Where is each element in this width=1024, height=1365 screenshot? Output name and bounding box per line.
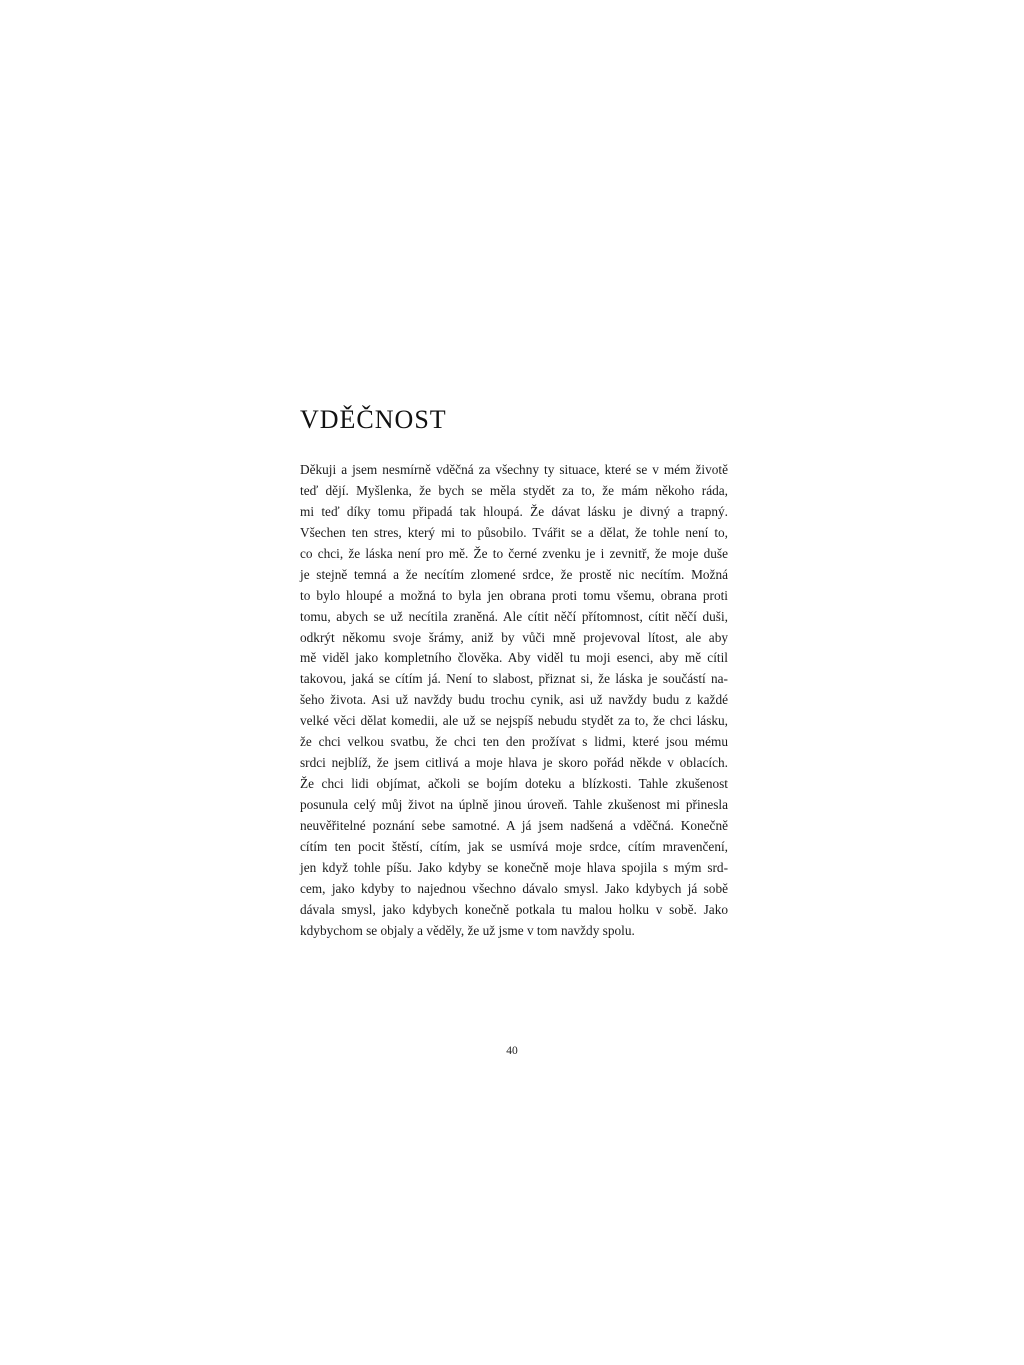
text-line: šeho života. Asi už navždy budu trochu cynik, asi už navždy budu z každé: [300, 692, 728, 708]
text-line: to bylo hloupé a možná to byla jen obrana proti tomu všemu, obrana proti: [300, 587, 728, 603]
text-line: srdci nejblíž, že jsem citlivá a moje hlava je skoro pořád někde v oblacích.: [300, 755, 728, 771]
page-title: VDĚČNOST: [300, 405, 447, 434]
text-line: co chci, že láska není pro mě. Že to černé zvenku je i zevnitř, že moje duše: [300, 545, 728, 561]
text-line: je stejně temná a že necítím zlomené srdce, že prostě nic necítím. Možná: [300, 566, 728, 582]
text-line: mi teď díky tomu připadá tak hloupá. Že dávat lásku je divný a trapný.: [300, 503, 728, 519]
text-line: odkrýt někomu svoje šrámy, aniž by vůči mně projevoval lítost, ale aby: [300, 629, 728, 645]
page-number: 40: [506, 1045, 518, 1057]
text-line: Děkuji a jsem nesmírně vděčná za všechny ty situace, které se v mém životě: [300, 462, 728, 477]
text-line: posunula celý můj život na úplně jinou úroveň. Tahle zkušenost mi přinesla: [300, 797, 728, 812]
text-line: dávala smysl, jako kdybych konečně potkala tu malou holku v sobě. Jako: [300, 901, 728, 917]
text-line: neuvěřitelné poznání sebe samotné. A já jsem nadšená a vděčná. Konečně: [300, 817, 728, 833]
text-line: Všechen ten stres, který mi to působilo. Tvářit se a dělat, že tohle není to,: [300, 524, 728, 540]
text-line: tomu, abych se už necítila zraněná. Ale cítit něčí přítomnost, cítit něčí duši,: [300, 608, 728, 624]
text-line: teď dějí. Myšlenka, že bych se měla stydět za to, že mám někoho ráda,: [300, 482, 728, 498]
text-line: cítím ten pocit štěstí, cítím, jak se usmívá moje srdce, cítím mravenčení,: [300, 838, 728, 854]
text-line: mě viděl jako kompletního člověka. Aby viděl tu moji esenci, aby mě cítil: [300, 650, 728, 666]
text-line: jen když tohle píšu. Jako kdyby se konečně moje hlava spojila s mým srd-: [300, 859, 728, 875]
text-line: cem, jako kdyby to najednou všechno dávalo smysl. Jako kdybych já sobě: [300, 880, 728, 896]
text-line: takovou, jaká se cítím já. Není to slabost, přiznat si, že láska je součástí na-: [300, 671, 728, 687]
text-line: Že chci lidi objímat, ačkoli se bojím doteku a blízkosti. Tahle zkušenost: [300, 776, 728, 792]
body-text: [300, 460, 728, 942]
text-line-last: kdybychom se objaly a věděly, že už jsme v tom navždy spolu.: [300, 922, 635, 938]
text-line: že chci velkou svatbu, že chci ten den prožívat s lidmi, které jsou mému: [300, 734, 728, 750]
text-line: velké věci dělat komedii, ale už se nejspíš nebudu stydět za to, že chci lásku,: [300, 713, 728, 729]
